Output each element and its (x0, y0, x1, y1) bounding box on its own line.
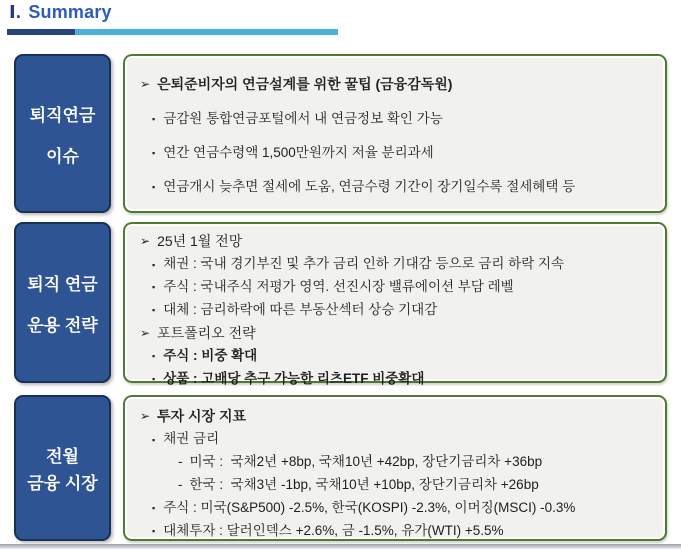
content-item-text: 주식 : 미국(S&P500) -2.5%, 한국(KOSPI) -2.3%, 이머징(MSCI) -0.3% (163, 499, 576, 515)
dash-marker-icon: - (178, 454, 183, 470)
content-item (137, 301, 651, 319)
content-item-text: 대체투자 : 달러인덱스 +2.6%, 금 -1.5%, 유가(WTI) +5.5% (163, 522, 504, 538)
content-item (137, 522, 651, 540)
content-item (137, 178, 651, 196)
title-underline-dark-segment (7, 29, 75, 35)
page-title (9, 2, 112, 23)
content-item-text: 주식 : 국내주식 저평가 영역. 선진시장 밸류에이션 부담 레벨 (163, 279, 514, 295)
arrow-marker-icon: ➢ (140, 77, 151, 92)
arrow-marker-icon: ➢ (140, 234, 151, 249)
bullet-marker-icon: ▪ (152, 259, 156, 270)
bullet-marker-icon: ▪ (152, 182, 156, 193)
content-item (137, 453, 651, 471)
content-item (137, 255, 651, 273)
content-item-text: 미국 : 국채2년 +8bp, 국채10년 +42bp, 장단기금리차 +36bp (189, 454, 543, 470)
content-item-text: 한국 : 국채3년 -1bp, 국채10년 +10bp, 장단기금리차 +26bp (189, 477, 539, 493)
content-item-text: 연간 연금수령액 1,500만원까지 저율 분리과세 (163, 145, 434, 161)
bullet-marker-icon: ▪ (152, 434, 156, 445)
row-content (123, 54, 667, 213)
dash-marker-icon: - (178, 477, 183, 493)
bullet-marker-icon: ▪ (152, 148, 156, 159)
row-label (14, 395, 111, 541)
footer-divider (0, 544, 681, 549)
row-label-line: 금융 시장 (27, 474, 98, 493)
content-item (137, 407, 651, 426)
content-item-text: 은퇴준비자의 연금설계를 위한 꿀팁 (금융감독원) (157, 76, 453, 92)
content-item (137, 347, 651, 365)
content-item-text: 연금개시 늦추면 절세에 도움, 연금수령 기간이 장기일수록 절세혜택 등 (163, 179, 576, 195)
content-item (137, 370, 651, 388)
row-label-line: 이슈 (46, 146, 79, 166)
page-title-word: Summary (28, 2, 112, 22)
content-item (137, 110, 651, 128)
bullet-marker-icon: ▪ (152, 351, 156, 362)
content-item-text: 채권 : 국내 경기부진 및 추가 금리 인하 기대감 등으로 금리 하락 지속 (163, 256, 565, 272)
bullet-marker-icon: ▪ (152, 282, 156, 293)
bullet-marker-icon: ▪ (152, 525, 156, 536)
summary-row (14, 395, 667, 541)
content-item (137, 75, 651, 94)
summary-row (14, 222, 667, 387)
content-item (137, 278, 651, 296)
content-item (137, 144, 651, 162)
content-item-text: 투자 시장 지표 (157, 408, 246, 424)
content-item (137, 476, 651, 494)
content-item (137, 324, 651, 343)
bullet-marker-icon: ▪ (152, 113, 156, 124)
page-title-numeral: Ⅰ. (9, 2, 22, 22)
content-item-text: 채권 금리 (163, 431, 220, 447)
row-label (14, 54, 111, 213)
row-label-line: 전월 (46, 447, 79, 466)
arrow-marker-icon: ➢ (140, 409, 151, 424)
content-item-text: 상품 : 고배당 추구 가능한 리츠ETF 비중확대 (163, 371, 425, 387)
content-item-text: 포트폴리오 전략 (157, 324, 256, 341)
row-label-line: 퇴직 연금 (27, 274, 98, 294)
bullet-marker-icon: ▪ (152, 502, 156, 513)
row-label-line: 운용 전략 (27, 315, 98, 335)
title-underline-light-segment (75, 29, 338, 35)
row-content (123, 222, 667, 387)
content-item (137, 430, 651, 448)
row-label (14, 222, 111, 383)
arrow-marker-icon: ➢ (140, 326, 151, 341)
content-item-text: 금감원 통합연금포털에서 내 연금정보 확인 가능 (163, 110, 443, 126)
bullet-marker-icon: ▪ (152, 374, 156, 385)
row-content (123, 395, 667, 541)
content-item-text: 대체 : 금리하락에 따른 부동산섹터 상승 기대감 (163, 302, 438, 318)
content-item-text: 25년 1월 전망 (157, 233, 243, 249)
summary-row (14, 54, 667, 213)
content-item (137, 232, 651, 251)
content-item-text: 주식 : 비중 확대 (163, 348, 258, 364)
title-underline (7, 29, 338, 35)
content-item (137, 499, 651, 517)
bullet-marker-icon: ▪ (152, 305, 156, 316)
row-label-line: 퇴직연금 (29, 105, 96, 125)
